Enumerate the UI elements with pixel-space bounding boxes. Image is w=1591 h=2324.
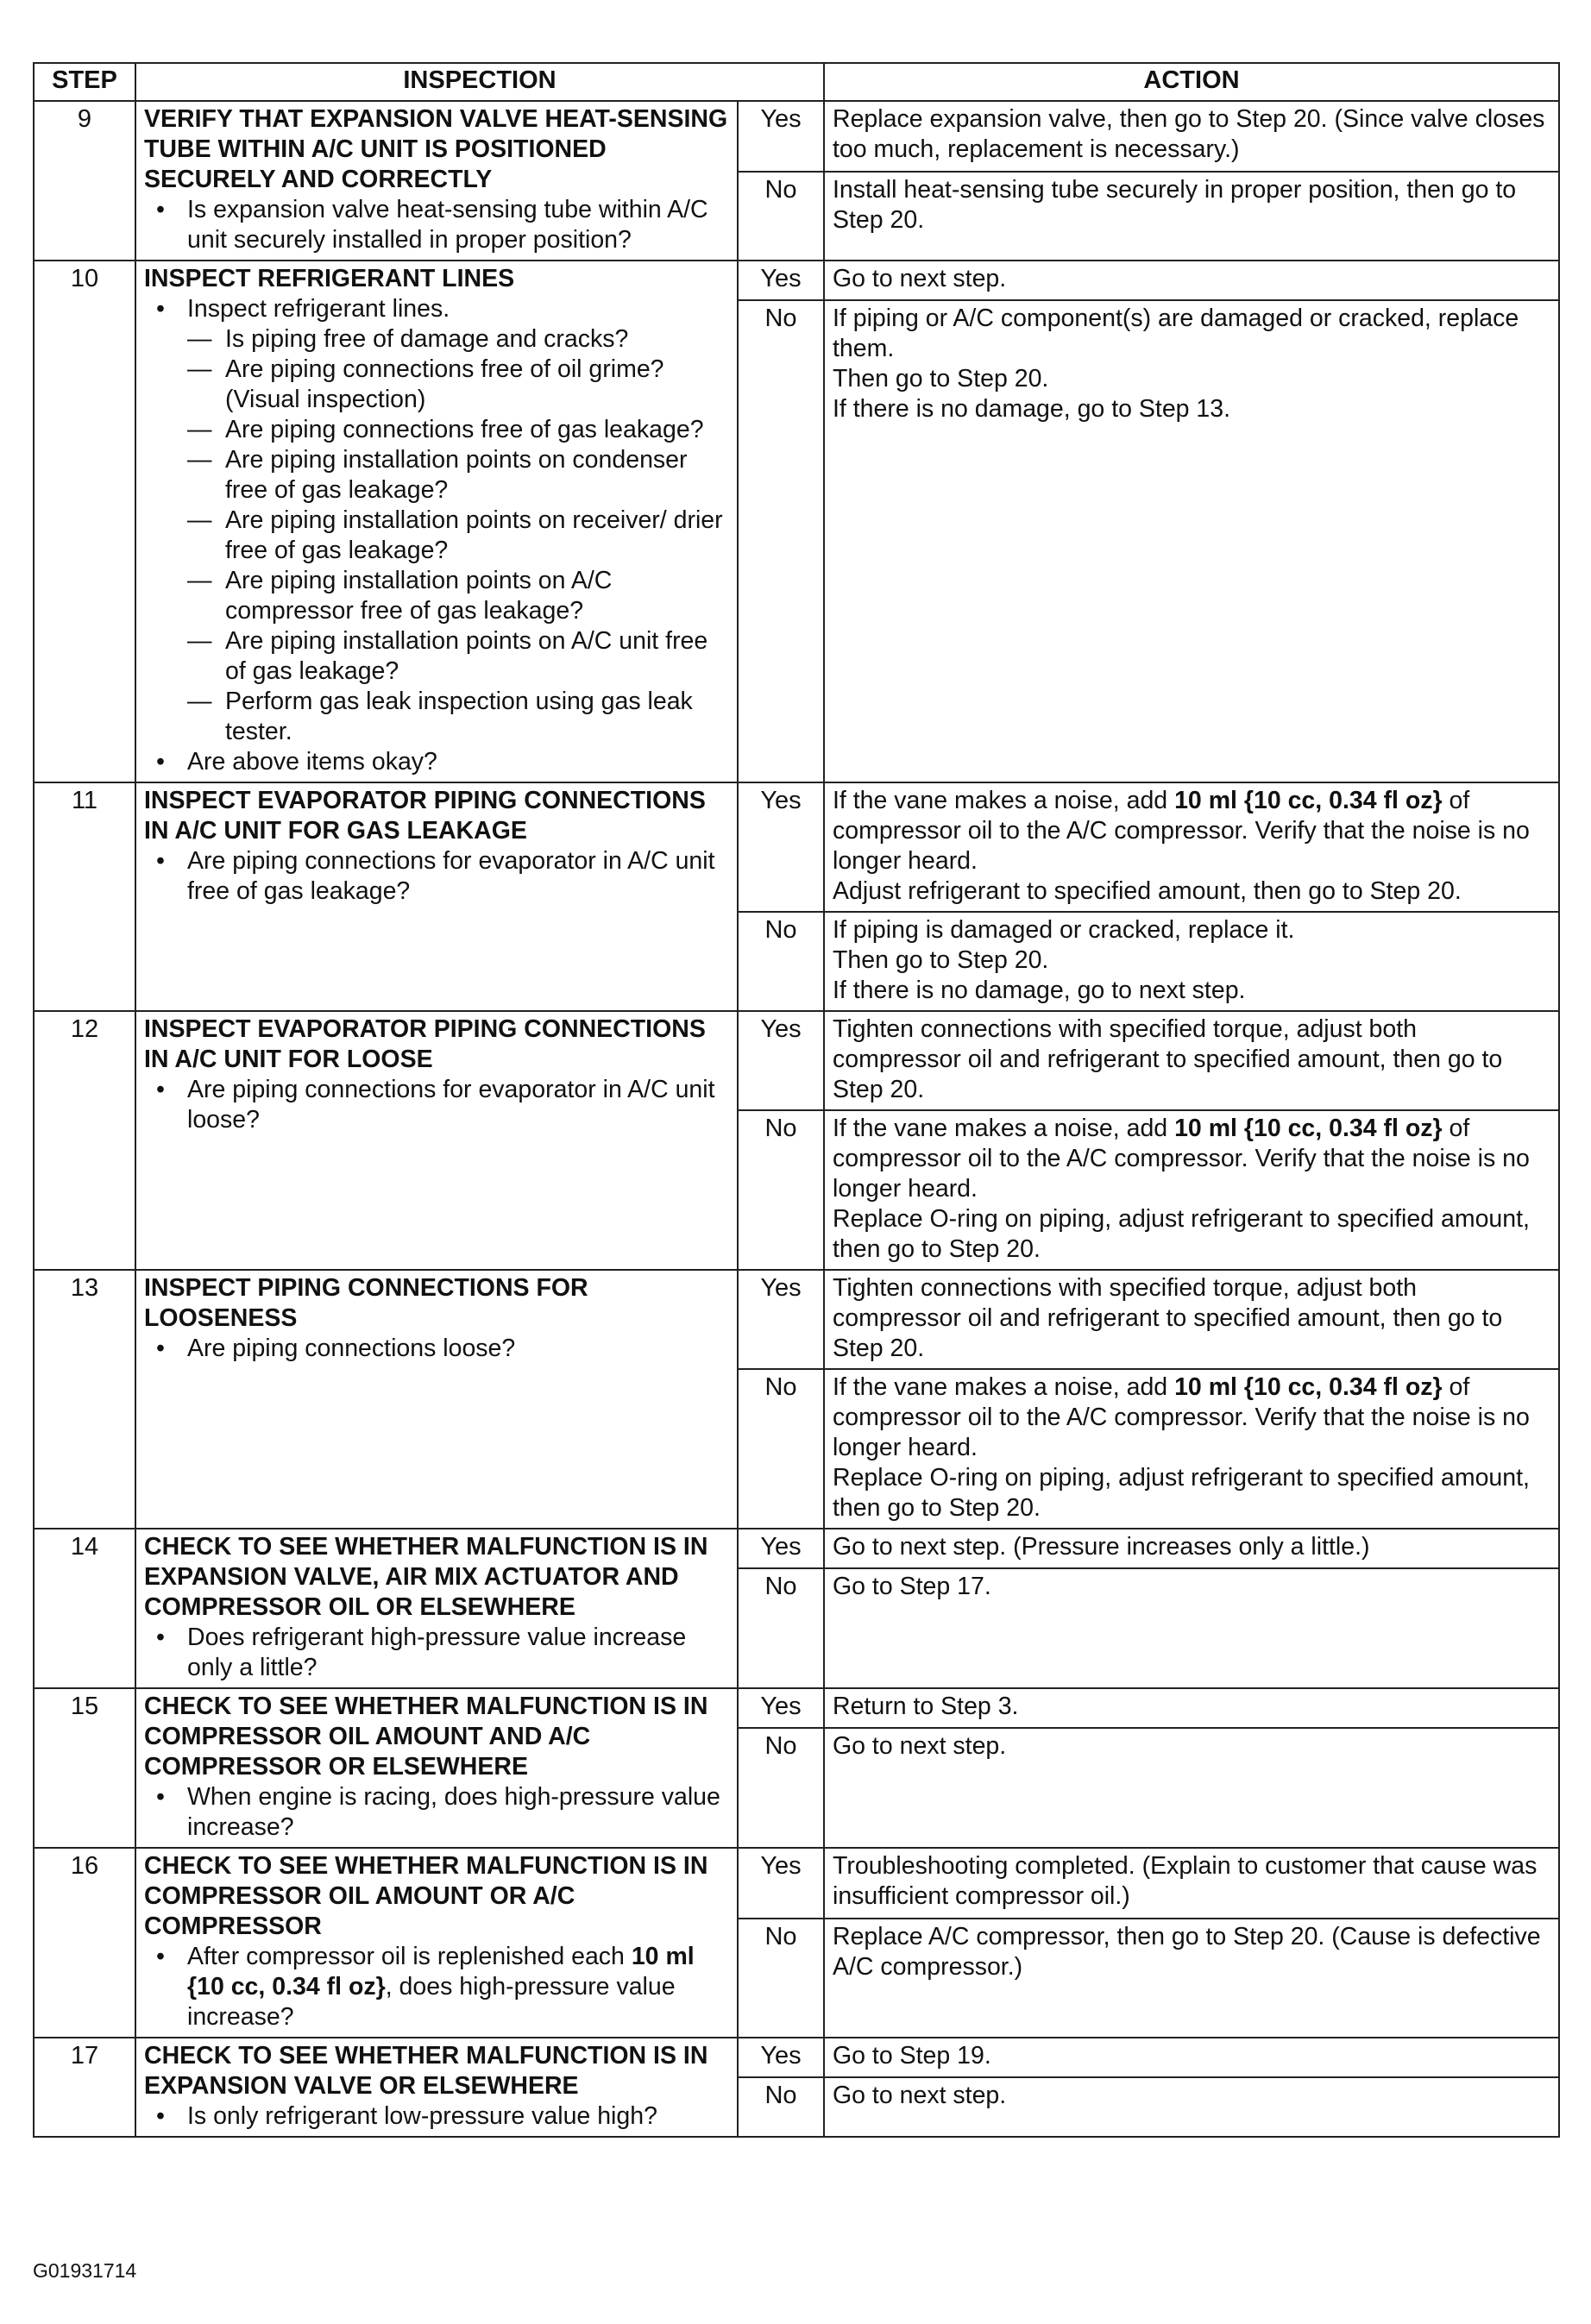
inspection-bullet: • Is expansion valve heat-sensing tube within A/C unit securely installed in proper position? [144,195,729,255]
step-number: 13 [34,1270,135,1529]
inspection-bullet: • Are piping connections for evaporator in A/C unit loose? [144,1075,729,1135]
no-action-line: Then go to Step 20. [833,946,1049,974]
inspection-bullet: • Are piping connections for evaporator in A/C unit free of gas leakage? [144,846,729,907]
yes-action [824,782,1559,912]
no-action: Go to next step. [824,1728,1559,1848]
inspection-cell [135,782,738,1011]
table-row-step-17 [34,2038,1559,2077]
inspection-bullet: • When engine is racing, does high-pressure value increase? [144,1782,729,1843]
no-label: No [738,1728,824,1848]
no-action-line: Replace O-ring on piping, adjust refrigerant to specified amount, then go to Step 20. [833,1205,1530,1263]
no-action: Replace A/C compressor, then go to Step 20. (Cause is defective A/C compressor.) [824,1919,1559,2038]
table-row-step-14 [34,1529,1559,1568]
yes-action: Troubleshooting completed. (Explain to customer that cause was insufficient compressor oil.) [824,1848,1559,1919]
action-text: of compressor oil to the A/C compressor. Verify that the noise is no longer heard. [833,1115,1530,1203]
step-number: 10 [34,261,135,782]
no-action-line: If piping is damaged or cracked, replace it. [833,916,1295,944]
inspection-heading: VERIFY THAT EXPANSION VALVE HEAT-SENSING TUBE WITHIN A/C UNIT IS POSITIONED SECURELY AND CORRECTLY [144,105,728,193]
yes-label: Yes [738,2038,824,2077]
inspection-heading: CHECK TO SEE WHETHER MALFUNCTION IS IN EXPANSION VALVE, AIR MIX ACTUATOR AND COMPRESSOR OIL OR ELSEWHERE [144,1533,708,1621]
action-text: If the vane makes a noise, add [833,1115,1175,1142]
action-text: of compressor oil to the A/C compressor. Verify that the noise is no longer heard. [833,787,1530,875]
inspection-cell [135,1688,738,1848]
no-action: Go to Step 17. [824,1568,1559,1688]
inspection-heading: CHECK TO SEE WHETHER MALFUNCTION IS IN COMPRESSOR OIL AMOUNT OR A/C COMPRESSOR [144,1852,708,1940]
action-text: of compressor oil to the A/C compressor. Verify that the noise is no longer heard. [833,1373,1530,1461]
inspection-bullet [144,1942,729,2032]
inspection-subitem: — Are piping connections free of gas leakage? [144,415,729,445]
bullet-text: , does high-pressure value increase? [187,1973,676,2031]
inspection-heading: INSPECT REFRIGERANT LINES [144,265,515,292]
table-row-step-15 [34,1688,1559,1728]
inspection-heading: CHECK TO SEE WHETHER MALFUNCTION IS IN COMPRESSOR OIL AMOUNT AND A/C COMPRESSOR OR ELSEWHERE [144,1693,708,1781]
inspection-bullet: • Are piping connections loose? [144,1334,729,1364]
inspection-heading: CHECK TO SEE WHETHER MALFUNCTION IS IN EXPANSION VALVE OR ELSEWHERE [144,2042,708,2100]
header-inspection: INSPECTION [135,63,824,101]
inspection-bullet: • Does refrigerant high-pressure value increase only a little? [144,1623,729,1683]
inspection-subitem: — Are piping installation points on receiver/ drier free of gas leakage? [144,506,729,566]
inspection-subitem: — Is piping free of damage and cracks? [144,324,729,355]
no-action-line: If piping or A/C component(s) are damaged or cracked, replace them. [833,305,1519,362]
yes-label: Yes [738,261,824,300]
troubleshooting-table-sheet [33,62,1558,2138]
no-action-line: Then go to Step 20. [833,365,1049,393]
inspection-cell [135,101,738,261]
yes-action-line [833,786,1550,876]
table-header-row [34,63,1559,101]
no-label: No [738,1110,824,1270]
step-number: 17 [34,2038,135,2137]
step-number: 9 [34,101,135,261]
oil-amount: 10 ml {10 cc, 0.34 fl oz} [1174,1115,1443,1142]
action-text: If the vane makes a noise, add [833,1373,1175,1401]
inspection-cell [135,1848,738,2038]
inspection-cell [135,1529,738,1688]
troubleshooting-table [33,62,1560,2138]
no-action-line: Replace O-ring on piping, adjust refrigerant to specified amount, then go to Step 20. [833,1464,1530,1522]
no-action [824,1110,1559,1270]
step-number: 16 [34,1848,135,2038]
yes-label: Yes [738,101,824,172]
inspection-subitem: — Are piping connections free of oil grime? (Visual inspection) [144,355,729,415]
no-label: No [738,1568,824,1688]
no-action-line [833,1114,1550,1204]
yes-action: Go to next step. (Pressure increases only a little.) [824,1529,1559,1568]
yes-action-line: Adjust refrigerant to specified amount, then go to Step 20. [833,877,1462,905]
yes-action: Tighten connections with specified torque, adjust both compressor oil and refrigerant to specified amount, then go to Step 20. [824,1011,1559,1110]
oil-amount: 10 ml {10 cc, 0.34 fl oz} [1174,1373,1443,1401]
oil-amount: 10 ml {10 cc, 0.34 fl oz} [1174,787,1443,814]
inspection-subitem: — Perform gas leak inspection using gas leak tester. [144,687,729,747]
table-row-step-13 [34,1270,1559,1369]
inspection-cell [135,2038,738,2137]
bullet-text: After compressor oil is replenished each [187,1943,632,1970]
inspection-heading: INSPECT EVAPORATOR PIPING CONNECTIONS IN A/C UNIT FOR GAS LEAKAGE [144,787,706,845]
no-action [824,300,1559,782]
inspection-cell [135,1011,738,1270]
inspection-subitem: — Are piping installation points on A/C unit free of gas leakage? [144,626,729,687]
no-action-line: If there is no damage, go to Step 13. [833,395,1231,423]
action-text: If the vane makes a noise, add [833,787,1175,814]
table-row-step-11 [34,782,1559,912]
no-action: Install heat-sensing tube securely in proper position, then go to Step 20. [824,172,1559,261]
inspection-bullet: • Inspect refrigerant lines. [144,294,729,324]
no-action-line [833,1372,1550,1463]
inspection-bullet: • Is only refrigerant low-pressure value high? [144,2101,729,2132]
no-label: No [738,1369,824,1529]
no-action: Go to next step. [824,2077,1559,2137]
no-label: No [738,1919,824,2038]
step-number: 14 [34,1529,135,1688]
inspection-cell [135,1270,738,1529]
no-label: No [738,172,824,261]
yes-action: Go to Step 19. [824,2038,1559,2077]
figure-id: G01931714 [33,2259,137,2282]
table-row-step-10 [34,261,1559,300]
header-step: STEP [34,63,135,101]
yes-action: Replace expansion valve, then go to Step 20. (Since valve closes too much, replacement is necessary.) [824,101,1559,172]
oil-amount: 10 ml {10 cc, 0.34 fl oz} [187,1943,695,2001]
table-row-step-16 [34,1848,1559,1919]
yes-label: Yes [738,782,824,912]
yes-label: Yes [738,1270,824,1369]
table-row-step-12 [34,1011,1559,1110]
yes-action: Return to Step 3. [824,1688,1559,1728]
inspection-bullet: • Are above items okay? [144,747,729,777]
no-label: No [738,300,824,782]
no-action-line: If there is no damage, go to next step. [833,977,1246,1004]
no-action [824,1369,1559,1529]
yes-label: Yes [738,1011,824,1110]
inspection-subitem: — Are piping installation points on condenser free of gas leakage? [144,445,729,506]
header-action: ACTION [824,63,1559,101]
no-action [824,912,1559,1011]
yes-label: Yes [738,1529,824,1568]
yes-label: Yes [738,1848,824,1919]
table-row-step-9 [34,101,1559,172]
step-number: 12 [34,1011,135,1270]
step-number: 15 [34,1688,135,1848]
step-number: 11 [34,782,135,1011]
inspection-subitem: — Are piping installation points on A/C compressor free of gas leakage? [144,566,729,626]
no-label: No [738,2077,824,2137]
yes-label: Yes [738,1688,824,1728]
inspection-heading: INSPECT EVAPORATOR PIPING CONNECTIONS IN A/C UNIT FOR LOOSE [144,1015,706,1073]
no-label: No [738,912,824,1011]
inspection-cell [135,261,738,782]
yes-action: Tighten connections with specified torque, adjust both compressor oil and refrigerant to specified amount, then go to Step 20. [824,1270,1559,1369]
yes-action: Go to next step. [824,261,1559,300]
inspection-heading: INSPECT PIPING CONNECTIONS FOR LOOSENESS [144,1274,588,1332]
